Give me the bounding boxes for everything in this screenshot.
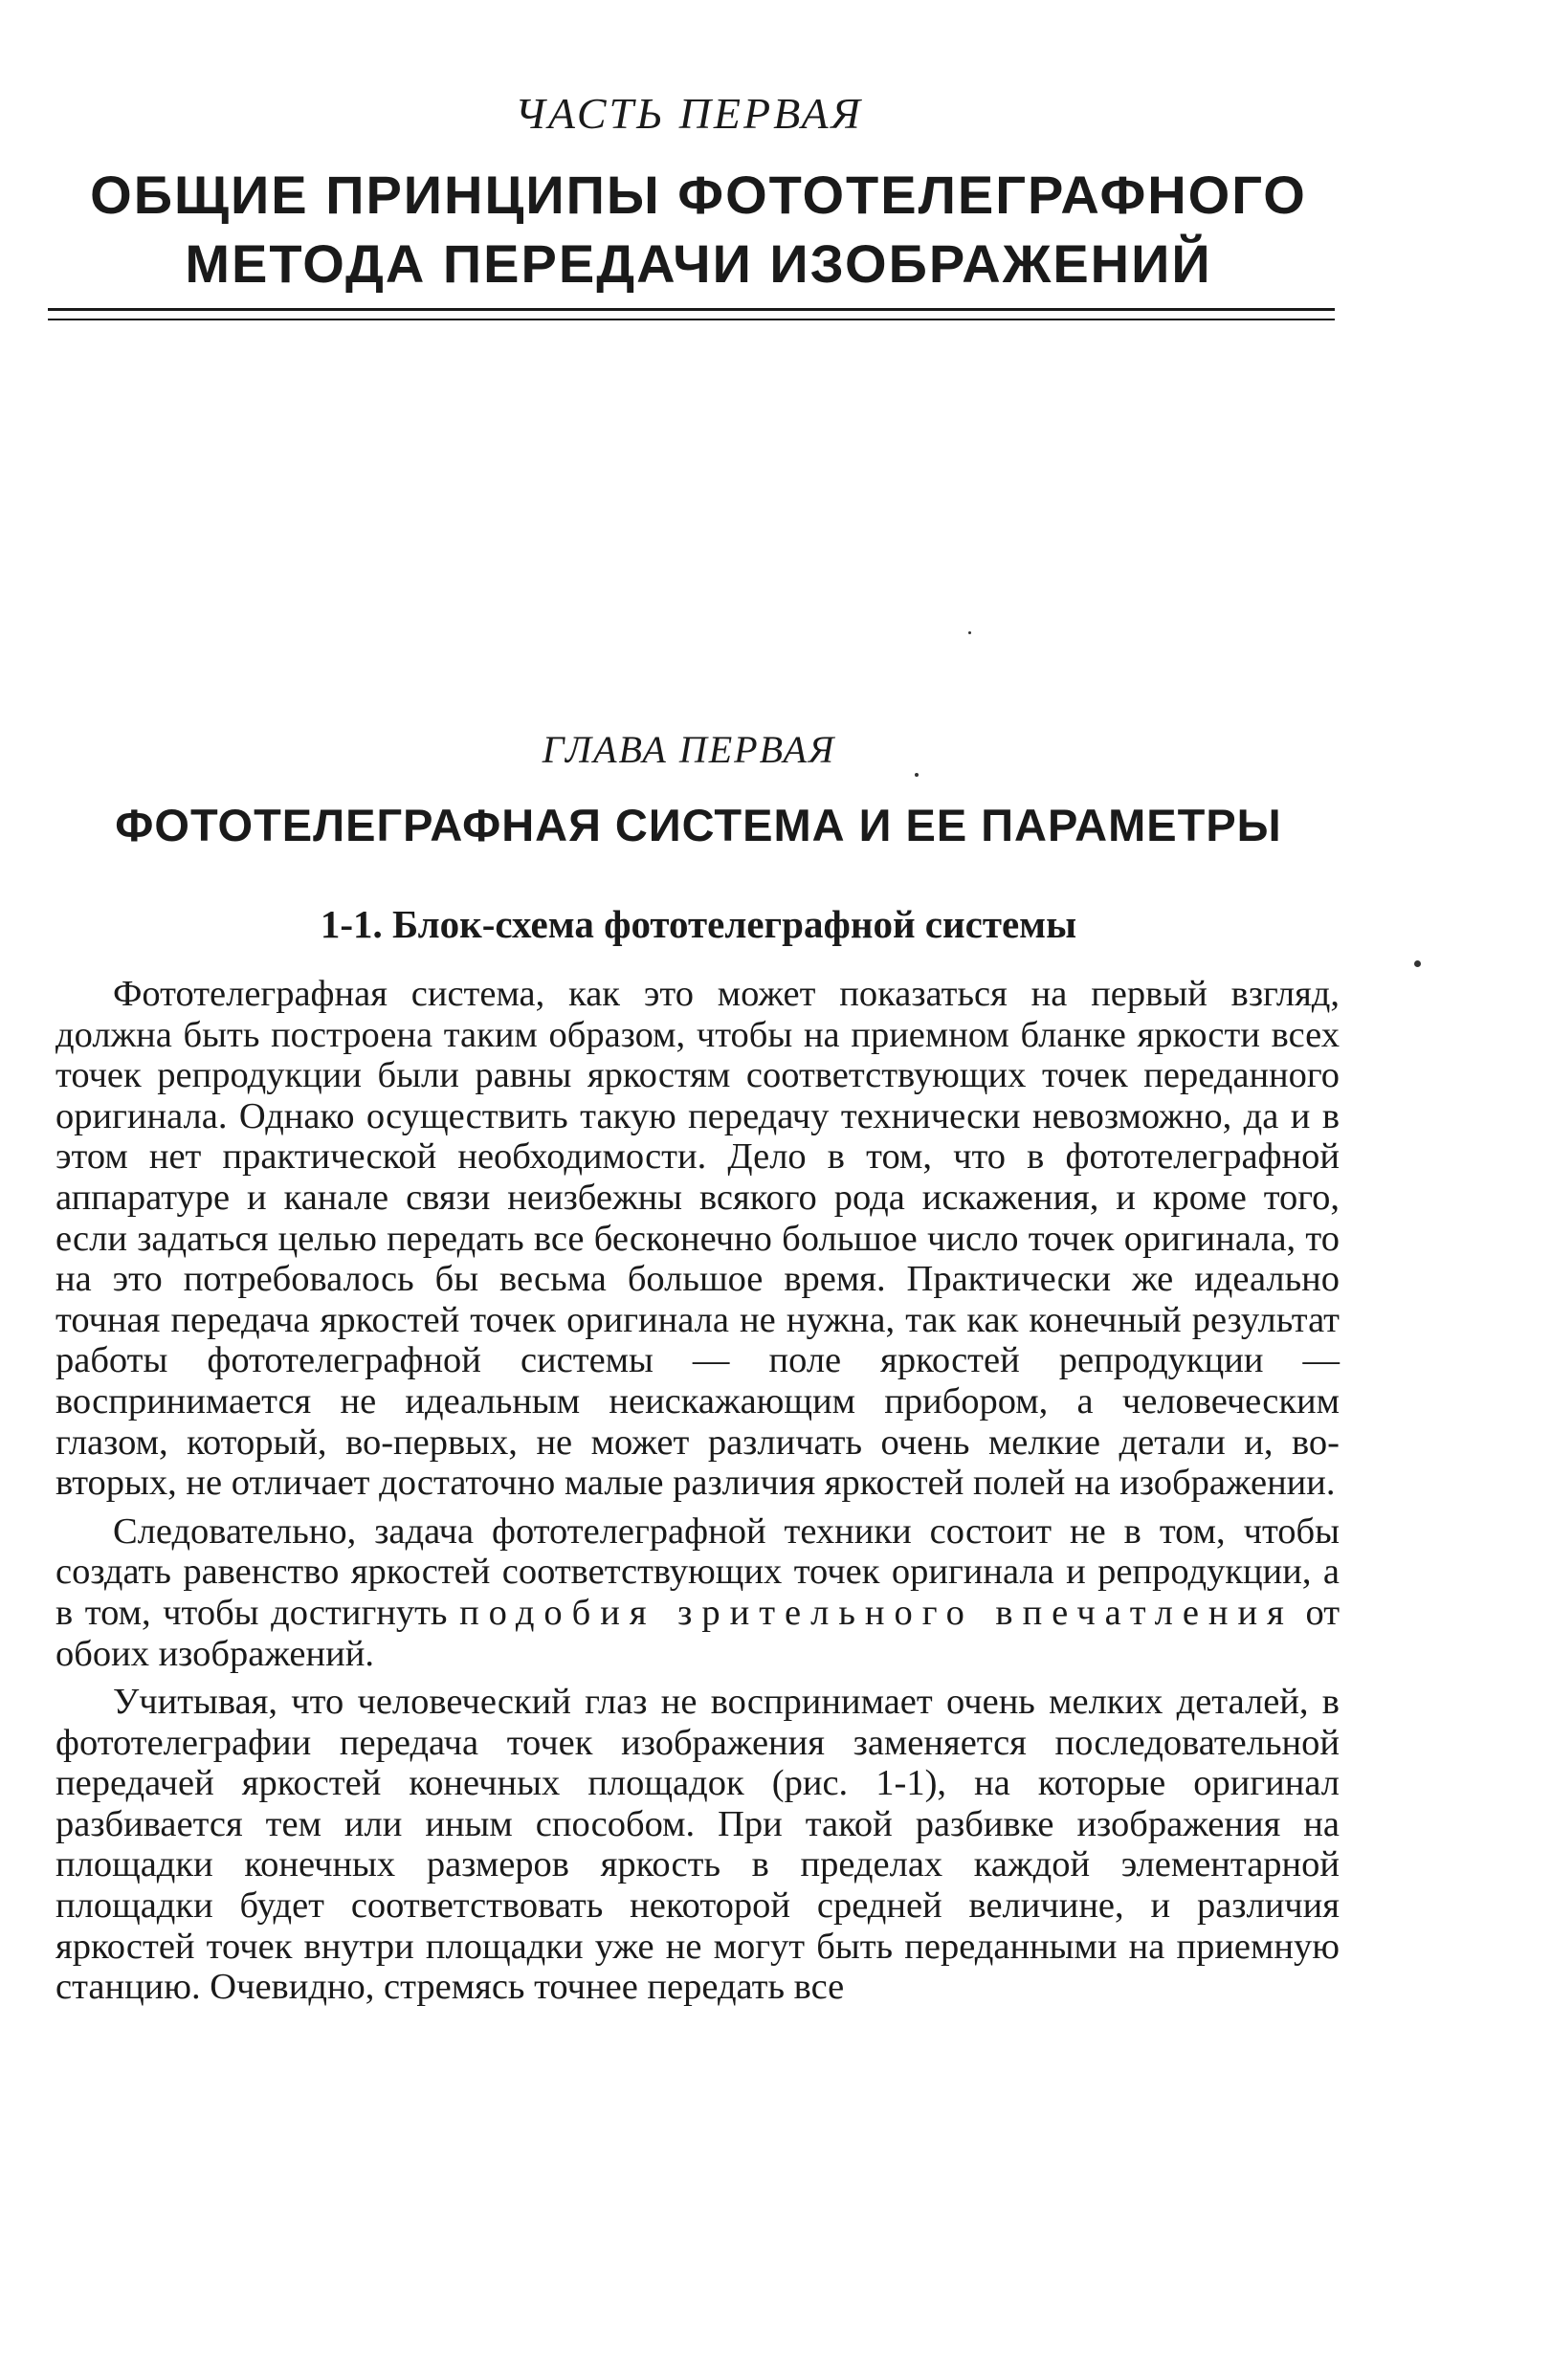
part-heading-line-2: МЕТОДА ПЕРЕДАЧИ ИЗОБРАЖЕНИЙ — [185, 233, 1212, 294]
print-speck — [915, 773, 919, 777]
body-text — [55, 974, 1340, 2008]
paragraph-3: Учитывая, что человеческий глаз не воспринимает очень мелких деталей, в фототелеграфии передача точек изображения заменяется последовательной передачей яркостей конечных площадок (рис. 1-1), на которые оригинал разбивается тем или иным способом. При такой разбивке изображения на площадки конечных размеров яркость в пределах каждой элементарной площадки будет соответствовать некоторой средней величине, и различия яркостей точек внутри площадки уже не могут быть переданными на приемную станцию. Очевидно, стремясь точнее передать все — [55, 1682, 1340, 2008]
paragraph-2-end: от обоих изображений. — [55, 1592, 1341, 1674]
part-heading — [57, 161, 1340, 298]
double-rule-divider — [48, 308, 1335, 320]
paragraph-2-start: Следовательно, задача фототелеграфной техники состоит не в том, чтобы создать равенство яркостей соответствующих точек оригинала и репродукции, а в том, чтобы достигнуть — [55, 1510, 1340, 1633]
chapter-heading: ФОТОТЕЛЕГРАФНАЯ СИСТЕМА И ЕЕ ПАРАМЕТРЫ — [115, 800, 1282, 850]
part-heading-line-1: ОБЩИЕ ПРИНЦИПЫ ФОТОТЕЛЕГРАФНОГО — [90, 165, 1307, 225]
chapter-title: ГЛАВА ПЕРВАЯ — [542, 728, 836, 771]
paragraph-2 — [55, 1511, 1340, 1674]
print-speck — [1414, 960, 1421, 967]
part-title: ЧАСТЬ ПЕРВАЯ — [515, 89, 863, 138]
section-heading: 1-1. Блок-схема фототелеграфной системы — [320, 902, 1077, 946]
print-speck — [968, 631, 971, 634]
emphasized-phrase: подобия зрительного впечатления — [459, 1592, 1294, 1633]
paragraph-1: Фототелеграфная система, как это может показаться на первый взгляд, должна быть построена таким образом, чтобы на приемном бланке яркости всех точек репродукции были равны яркостям соответствующих точек переданного оригинала. Однако осуществить такую передачу технически невозможно, да и в этом нет практической необходимости. Дело в том, что в фототелеграфной аппаратуре и канале связи неизбежны всякого рода искажения, и кроме того, если задаться целью передать все бесконечно большое число точек оригинала, то на это потребовалось бы весьма большое время. Практически же идеально точная передача яркостей точек оригинала не нужна, так как конечный результат работы фототелеграфной системы — поле яркостей репродукции — воспринимается не идеальным неискажающим прибором, а человеческим глазом, который, во-первых, не может различать очень мелкие детали и, во-вторых, не отличает достаточно малые различия яркостей полей на изображении. — [55, 974, 1340, 1504]
